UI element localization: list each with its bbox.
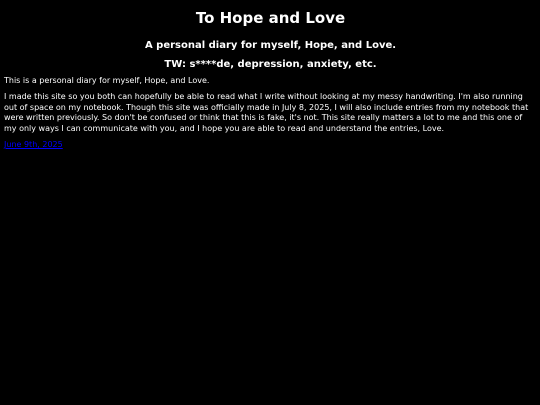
trigger-warning: TW: s****de, depression, anxiety, etc. (164, 59, 377, 70)
body-paragraph: I made this site so you both can hopefully be able to read what I write without looking at my messy handwriting. I'm also running out of space on my notebook. Though this site was officially made in July 8, 2025, I will also include entries from my notebook that were written previously. So don't be confused or think that this is fake, it's not. This site really matters a lot to me and this one of my only ways I can communicate with you, and I hope you are able to read and understand the entries, Love. (4, 92, 529, 133)
page (0, 0, 540, 150)
intro-paragraph: This is a personal diary for myself, Hope, and Love. (4, 76, 210, 85)
page-title: To Hope and Love (195, 9, 346, 27)
entry-link-june-9[interactable]: June 9th, 2025 (4, 139, 63, 149)
page-subtitle: A personal diary for myself, Hope, and Love. (144, 40, 397, 51)
